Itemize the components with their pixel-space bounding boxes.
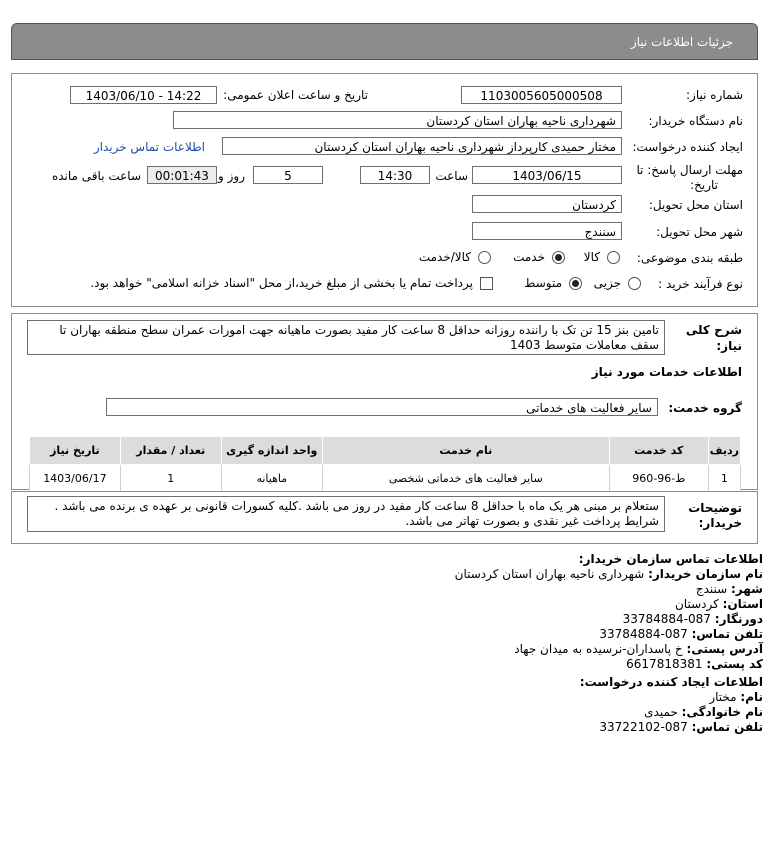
contact-fax-value: 087-33784884 — [622, 612, 711, 626]
page-header — [11, 23, 758, 60]
contact-address — [514, 642, 763, 656]
description-label: شرح کلی — [685, 323, 742, 337]
deadline-time-label: ساعت — [435, 169, 468, 183]
creator-family-value: حمیدی — [644, 705, 678, 719]
creator-family-label: نام خانوادگی: — [681, 705, 763, 719]
category-goods-service-label: کالا/خدمت — [418, 250, 471, 264]
category-goods-service-radio[interactable] — [478, 251, 491, 264]
contact-title: اطلاعات تماس سازمان خریدار: — [578, 552, 763, 566]
table-row[interactable] — [30, 465, 741, 492]
cell-unit: ماهیانه — [221, 465, 322, 492]
col-code: کد خدمت — [609, 437, 708, 465]
creator-name-value: مختار — [709, 690, 737, 704]
remaining-days-label: روز و — [218, 169, 245, 183]
process-minor-label: جزیی — [593, 276, 621, 290]
deadline-date-field[interactable]: 1403/06/15 — [472, 166, 622, 184]
need-info-panel — [11, 73, 758, 307]
treasury-payment-note: پرداخت تمام یا بخشی از مبلغ خرید،از محل "اسناد خزانه اسلامی" خواهد بود. — [90, 276, 473, 290]
services-table — [29, 436, 741, 492]
contact-postal-value: 6617818381 — [626, 657, 703, 671]
creator-phone-value: 087-33722102 — [599, 720, 688, 734]
announce-date-field[interactable]: 1403/06/10 - 14:22 — [70, 86, 217, 104]
creator-name — [709, 690, 763, 704]
col-quantity: تعداد / مقدار — [120, 437, 221, 465]
notes-label-2: خریدار: — [698, 516, 742, 530]
contact-phone-label: تلفن تماس: — [691, 627, 763, 641]
contact-fax-label: دورنگار: — [714, 612, 763, 626]
cell-row: 1 — [708, 465, 740, 492]
contact-province-value: کردستان — [674, 597, 719, 611]
contact-org — [455, 567, 763, 581]
creator-name-label: نام: — [740, 690, 763, 704]
city-field[interactable]: سنندج — [472, 222, 622, 240]
contact-address-label: آدرس پستی: — [686, 642, 763, 656]
cell-code: ط-96-960 — [609, 465, 708, 492]
contact-city-label: شهر: — [731, 582, 763, 596]
process-label: نوع فرآیند خرید : — [658, 277, 743, 291]
category-service-label: خدمت — [513, 250, 545, 264]
creator-label: ایجاد کننده درخواست: — [632, 140, 743, 154]
contact-province-label: استان: — [722, 597, 763, 611]
service-group-field[interactable]: سایر فعالیت های خدماتی — [106, 398, 658, 416]
col-name: نام خدمت — [322, 437, 609, 465]
contact-org-value: شهرداری ناحیه بهاران استان کردستان — [454, 567, 645, 581]
col-unit: واحد اندازه گیری — [221, 437, 322, 465]
category-goods-label: کالا — [583, 250, 600, 264]
creator-phone — [599, 720, 763, 734]
category-label: طبقه بندی موضوعی: — [636, 251, 743, 265]
remaining-days-field[interactable]: 5 — [253, 166, 323, 184]
contact-city-value: سنندج — [695, 582, 728, 596]
contact-province — [675, 597, 763, 611]
notes-label: توضیحات — [688, 501, 742, 515]
description-box[interactable] — [27, 320, 665, 355]
deadline-label: مهلت ارسال پاسخ: تا — [636, 163, 743, 177]
creator-field[interactable]: مختار حمیدی کارپرداز شهرداری ناحیه بهاران استان کردستان — [222, 137, 622, 155]
province-label: استان محل تحویل: — [648, 198, 743, 212]
cell-name: سایر فعالیت های خدماتی شخصی — [322, 465, 609, 492]
remaining-time-label: ساعت باقی مانده — [51, 169, 141, 183]
contact-city — [696, 582, 763, 596]
services-section-title: اطلاعات خدمات مورد نیاز — [591, 365, 742, 379]
contact-address-value: خ پاسداران-نرسیده به میدان جهاد — [514, 642, 683, 656]
category-service-radio[interactable] — [552, 251, 565, 264]
creator-family — [644, 705, 763, 719]
buyer-contact-link[interactable]: اطلاعات تماس خریدار — [93, 140, 205, 154]
process-medium-label: متوسط — [524, 276, 562, 290]
buyer-field[interactable]: شهرداری ناحیه بهاران استان کردستان — [173, 111, 622, 129]
contact-postal-label: کد پستی: — [706, 657, 763, 671]
category-goods-radio[interactable] — [607, 251, 620, 264]
buyer-label: نام دستگاه خریدار: — [648, 114, 743, 128]
col-date: تاریخ نیاز — [30, 437, 121, 465]
deadline-time-field[interactable]: 14:30 — [360, 166, 430, 184]
contact-phone-value: 087-33784884 — [599, 627, 688, 641]
creator-info-title: اطلاعات ایجاد کننده درخواست: — [579, 675, 763, 689]
services-table-header — [30, 437, 741, 465]
description-text: تامین بنز 15 تن تک با راننده روزانه حداقل 8 ساعت کار مفید بصورت ماهیانه جهت امورات عمران سطح منطقه بهاران تا سقف معاملات متوسط 1403 — [59, 323, 659, 352]
notes-box[interactable] — [27, 496, 665, 532]
description-label-2: نیاز: — [716, 339, 742, 353]
deadline-label-date: تاریخ: — [690, 178, 718, 192]
treasury-payment-checkbox[interactable] — [480, 277, 493, 290]
province-field[interactable]: کردستان — [472, 195, 622, 213]
notes-text: ستعلام بر مبنی هر یک ماه با حداقل 8 ساعت کار مفید در روز می باشد .کلیه کسورات قانونی بر عهده ی برنده می باشد . شرایط پرداخت غیر نقدی و بصورت تهاتر می باشد. — [54, 499, 659, 528]
city-label: شهر محل تحویل: — [656, 225, 743, 239]
contact-fax — [623, 612, 763, 626]
need-number-field[interactable]: 1103005605000508 — [461, 86, 622, 104]
col-row: ردیف — [708, 437, 740, 465]
service-group-label: گروه خدمت: — [668, 401, 742, 415]
contact-postal — [626, 657, 763, 671]
announce-date-label: تاریخ و ساعت اعلان عمومی: — [223, 88, 368, 102]
cell-date: 1403/06/17 — [30, 465, 121, 492]
cell-quantity: 1 — [120, 465, 221, 492]
contact-org-label: نام سازمان خریدار: — [648, 567, 763, 581]
page-title: جزئیات اطلاعات نیاز — [630, 35, 733, 49]
remaining-time-field[interactable]: 00:01:43 — [147, 166, 217, 184]
process-medium-radio[interactable] — [569, 277, 582, 290]
contact-phone — [599, 627, 763, 641]
process-minor-radio[interactable] — [628, 277, 641, 290]
need-number-label: شماره نیاز: — [686, 88, 743, 102]
creator-phone-label: تلفن تماس: — [691, 720, 763, 734]
